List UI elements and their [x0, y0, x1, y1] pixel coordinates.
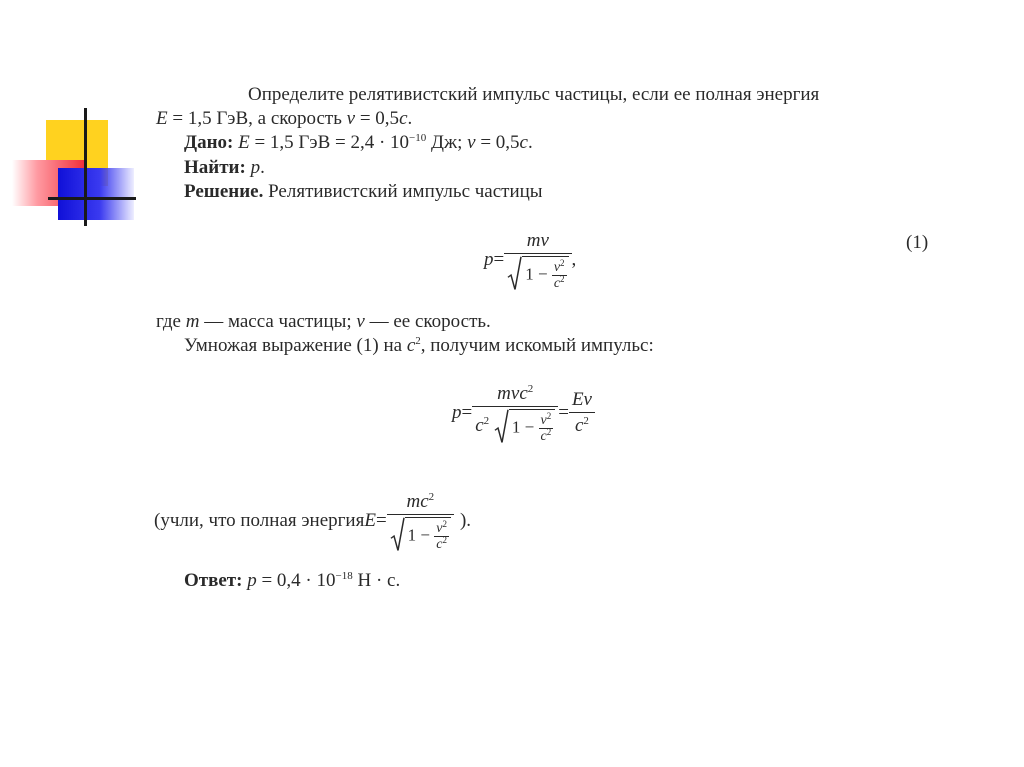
ornament-vertical-line — [84, 108, 87, 226]
formula-1: p = mv 1 − $\frac{v^2}{c^2}$ , — [484, 229, 577, 291]
find-line: Найти: p. — [184, 157, 265, 178]
formula-2-fraction: mvc$^2$ $c^2$ 1 − $\frac{v^2}{c^2}$ — [472, 383, 558, 444]
where-line: где m — масса частицы; v — ее скорость. — [156, 311, 491, 332]
sqrt-sign: 1 − $\frac{v^2}{c^2}$ — [494, 409, 555, 444]
ornament-horizontal-line — [48, 197, 136, 200]
formula-1-fraction: mv 1 − $\frac{v^2}{c^2}$ — [504, 230, 571, 291]
answer-line: Ответ: $p = 0,4 \cdot 10^{-18}$ Н · с. — [184, 570, 401, 591]
given-line: Дано: E = 1,5 ГэВ = $2,4 \cdot 10^{-10}$ Дж; v = 0,5c. — [184, 132, 533, 153]
formula-2: p = mvc$^2$ $c^2$ 1 − $\frac{v^2}{c^2}$ = $\frac{Ev}{c^2}$ — [452, 368, 595, 458]
ornament-blue-square — [58, 168, 134, 220]
multiply-line: Умножая выражение (1) на $c^2$, получим искомый импульс: — [184, 335, 654, 356]
sqrt-sign: 1 − $\frac{v^2}{c^2}$ — [390, 517, 451, 552]
energy-note: (учли, что полная энергия E = $mc^2$ 1 − $\frac{v^2}{c^2}$ ). — [154, 490, 472, 552]
formula-2-result-fraction: $\frac{Ev}{c^2}$ — [569, 389, 595, 437]
solution-line: Решение. Релятивистский импульс частицы — [184, 181, 543, 202]
sqrt-sign: 1 − $\frac{v^2}{c^2}$ — [507, 256, 568, 291]
problem-line-1: Определите релятивистский импульс частицы, если ее полная энергия — [248, 84, 820, 105]
equation-number-1: (1) — [906, 232, 929, 253]
energy-note-fraction: $mc^2$ 1 − $\frac{v^2}{c^2}$ — [387, 491, 454, 552]
problem-line-2: E = 1,5 ГэВ, а скорость v = 0,5c. — [156, 108, 413, 129]
